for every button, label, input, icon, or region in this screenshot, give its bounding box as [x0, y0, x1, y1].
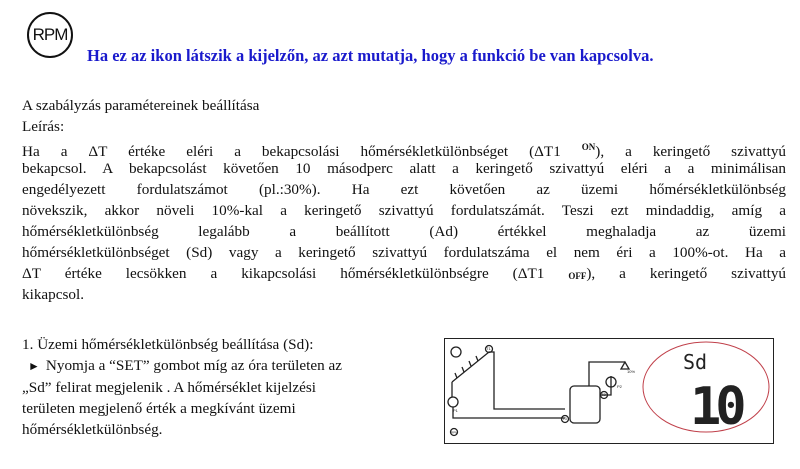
param-value: 10 — [690, 377, 741, 437]
storage-tank — [570, 386, 600, 423]
text-line: hőmérsékletkülönbséget (Sd) vagy a keringető szivattyú fordulatszáma el nem éri a 100%-ot. Ha a — [22, 244, 786, 261]
step-line: „Sd” felirat megjelenik . A hőmérséklet kijelzési — [22, 379, 316, 396]
step-line: területen megjelenő érték a megkívánt üzemi — [22, 400, 296, 417]
svg-text:T2: T2 — [601, 392, 606, 397]
text-line: engedélyezett fordulatszámot (pl.:30%). Ha ezt követően az üzemi hőmérsékletkülönbség — [22, 181, 786, 198]
svg-text:T1: T1 — [486, 346, 491, 351]
step-section — [22, 334, 432, 440]
svg-text:T3: T3 — [562, 416, 567, 421]
svg-text:RPM: RPM — [451, 430, 458, 435]
system-diagram — [445, 339, 772, 442]
description-label: Leírás: — [22, 118, 65, 135]
text-line: bekapcsol. A bekapcsolást követően 10 másodperc alatt a keringető szivattyú eléri a a minimálisan — [22, 160, 786, 177]
step-line: ► Nyomja a “SET” gombot míg az óra területen az — [28, 357, 342, 374]
text-line: hőmérsékletkülönbség legalább a beállított (Ad) értékkel meghaladja az üzemi — [22, 223, 786, 240]
svg-text:10%: 10% — [627, 369, 636, 374]
rpm-icon: RPM — [27, 12, 73, 58]
text-line: növekszik, akkor növeli 10%-kal a keringető szivattyú fordulatszámát. Teszi ezt mindaddig, amíg a — [22, 202, 786, 219]
text-line: Ha a ΔT értéke eléri a bekapcsolási hőmérsékletkülönbséget (ΔT1 $^{ON}$), a keringető szivattyú — [22, 142, 787, 160]
headline: Ha ez az ikon látszik a kijelzőn, az azt mutatja, hogy a funkció be van kapcsolva. — [87, 46, 654, 65]
controller-display — [444, 338, 774, 444]
sun-icon — [451, 347, 461, 357]
step-line: hőmérsékletkülönbség. — [22, 421, 163, 438]
body-text — [22, 95, 786, 305]
svg-text:P2: P2 — [617, 384, 622, 389]
section-title: A szabályzás paramétereinek beállítása — [22, 97, 260, 114]
bullet-icon: ► — [28, 359, 40, 373]
text-line: kikapcsol. — [22, 286, 85, 303]
text-line: ΔT értéke lecsökken a kikapcsolási hőmérsékletkülönbségre (ΔT1 $_{OFF}$), a keringető szivattyú — [22, 265, 787, 282]
svg-text:P1: P1 — [453, 408, 458, 413]
pump-p1-icon — [448, 397, 458, 407]
step-title: 1. Üzemi hőmérsékletkülönbség beállítása (Sd): — [22, 336, 314, 353]
param-label: Sd — [683, 350, 708, 374]
